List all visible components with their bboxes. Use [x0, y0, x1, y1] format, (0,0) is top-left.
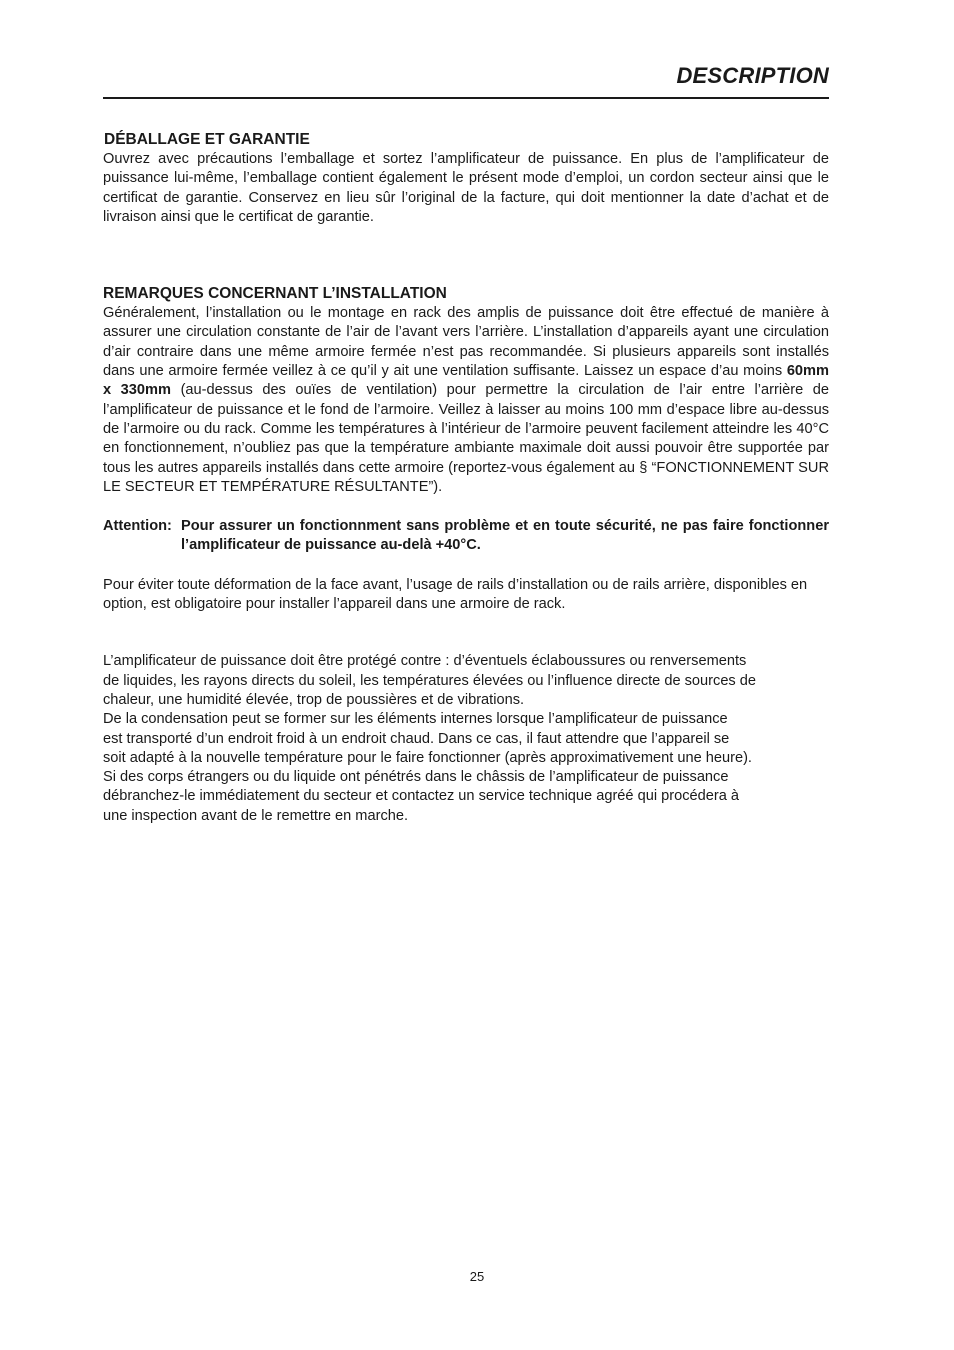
clearance-dimensions: 60mm x 330mm	[103, 363, 829, 399]
section-title-unpacking: DÉBALLAGE ET GARANTIE	[104, 131, 310, 148]
protection-line: débranchez-le immédiatement du secteur et contactez un service technique agréé qui procédera à	[103, 788, 740, 805]
protection-line: Si des corps étrangers ou du liquide ont pénétrés dans le châssis de l’amplificateur de puissance	[103, 769, 729, 786]
protection-line: chaleur, une humidité élevée, trop de poussières et de vibrations.	[103, 691, 525, 708]
paragraph-installation	[103, 304, 829, 497]
page-number: 25	[469, 1269, 485, 1284]
installation-text-part2: (au-dessus des ouïes de ventilation) pour permettre la circulation de l’air entre l’arrière de l’amplificateur de puissance et le fond de l’armoire. Veillez à laisser au moins 100 mm d’espace libre au-dessus de l’armoire ou du rack. Comme les températures à l’intérieur de l’armoire peuvent facilement atteindre les 40°C en fonctionnement, n’oubliez pas que la température ambiante maximale doit aussi pouvoir être supportée par tous les autres appareils installés dans cette armoire (reportez-vous également au § “FONCTIONNEMENT SUR LE SECTEUR ET TEMPÉRATURE RÉSULTANTE”).	[103, 382, 829, 495]
attention-note	[103, 517, 829, 556]
protection-line: De la condensation peut se former sur les éléments internes lorsque l’amplificateur de puissance	[103, 711, 728, 728]
paragraph-protection	[103, 652, 829, 826]
attention-label: Attention:	[103, 518, 172, 535]
paragraph-rails: Pour éviter toute déformation de la face avant, l’usage de rails d’installation ou de rails arrière, disponibles en option, est obligatoire pour installer l’appareil dans une armoire de rack.	[103, 576, 808, 613]
page-content	[103, 130, 829, 826]
header-divider	[103, 97, 829, 99]
paragraph-unpacking: Ouvrez avec précautions l’emballage et sortez l’amplificateur de puissance. En plus de l’amplificateur de puissance lui-même, l’emballage contient également le présent mode d’emploi, un cordon secteur ainsi que le certificat de garantie. Conservez en lieu sûr l’original de la facture, qui doit mentionner la date d’achat et de livraison ainsi que le certificat de garantie.	[103, 151, 829, 225]
protection-line: de liquides, les rayons directs du soleil, les températures élevées ou l’influence directe de sources de	[103, 672, 757, 689]
protection-line: est transporté d’un endroit froid à un endroit chaud. Dans ce cas, il faut attendre que l’appareil se	[103, 730, 730, 747]
page-header-title: DESCRIPTION	[676, 63, 829, 88]
installation-text-part1: Généralement, l’installation ou le montage en rack des amplis de puissance doit être effectué de manière à assurer une circulation constante de l’air de l’avant vers l’arrière. L’installation d’appareils ayant une circulation d’air contraire dans une même armoire fermée n’est pas recommandée. Si plusieurs appareils sont installés dans une armoire fermée veillez à ce qu’il y ait une ventilation suffisante. Laissez un espace d’au moins	[103, 305, 829, 380]
protection-line: L’amplificateur de puissance doit être protégé contre : d’éventuels éclaboussures ou renversements	[103, 653, 747, 670]
section-title-installation: REMARQUES CONCERNANT L’INSTALLATION	[103, 285, 447, 303]
attention-text: Pour assurer un fonctionnment sans problème et en toute sécurité, ne pas faire fonctionner l’amplificateur de puissance au-delà +40°C.	[181, 518, 829, 554]
protection-line: soit adapté à la nouvelle température pour le faire fonctionner (après approximativement une heure).	[103, 749, 752, 766]
protection-line: une inspection avant de le remettre en marche.	[103, 807, 409, 824]
